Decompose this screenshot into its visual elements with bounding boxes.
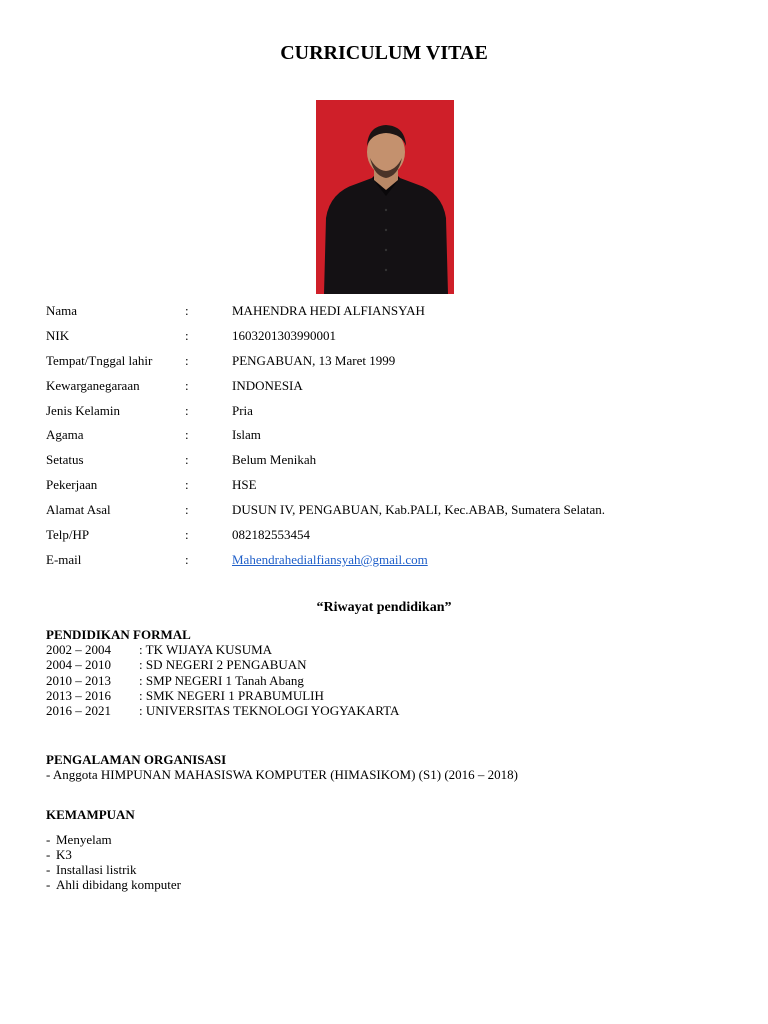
info-row-phone — [46, 525, 746, 550]
formal-education-heading: PENDIDIKAN FORMAL — [46, 627, 191, 642]
education-row — [46, 642, 273, 658]
education-row — [46, 687, 324, 703]
education-school: : TK WIJAYA KUSUMA — [139, 642, 273, 658]
info-label: Tempat/Tnggal lahir — [46, 352, 153, 368]
skill-dash: - — [46, 862, 51, 878]
person-portrait-icon — [316, 100, 454, 294]
skill-item — [46, 847, 135, 862]
profile-photo — [316, 100, 454, 294]
education-row — [46, 672, 304, 688]
education-years: 2010 – 2013 — [46, 672, 111, 688]
info-label: Kewarganegaraan — [46, 377, 140, 393]
info-value: PENGABUAN, 13 Maret 1999 — [232, 352, 396, 368]
info-value: 082182553454 — [232, 527, 310, 543]
info-label: Alamat Asal — [46, 502, 111, 518]
education-years: 2016 – 2021 — [46, 702, 111, 718]
info-colon: : — [185, 327, 189, 343]
skill-text: Menyelam — [56, 832, 112, 848]
organization-experience — [46, 752, 518, 782]
info-row-status — [46, 450, 746, 475]
info-label: NIK — [46, 327, 70, 343]
formal-education — [46, 627, 400, 718]
info-colon: : — [185, 303, 189, 318]
info-colon: : — [185, 352, 189, 368]
info-label: Setatus — [46, 452, 84, 468]
info-label: Agama — [46, 427, 84, 443]
info-value: HSE — [232, 477, 257, 493]
education-years: 2002 – 2004 — [46, 642, 111, 658]
education-school: : UNIVERSITAS TEKNOLOGI YOGYAKARTA — [139, 702, 400, 718]
organization-heading: PENGALAMAN ORGANISASI — [46, 752, 227, 767]
info-colon: : — [185, 427, 189, 443]
info-colon: : — [185, 377, 189, 393]
info-row-occupation — [46, 475, 746, 500]
info-colon: : — [185, 402, 189, 418]
info-colon: : — [185, 551, 189, 567]
education-row — [46, 657, 307, 673]
organization-item: - Anggota HIMPUNAN MAHASISWA KOMPUTER (HIMASIKOM) (S1) (2016 – 2018) — [46, 767, 518, 783]
email-link[interactable]: Mahendrahedialfiansyah@gmail.com — [232, 551, 428, 567]
info-row-gender — [46, 401, 746, 426]
info-label: Pekerjaan — [46, 477, 98, 493]
info-row-email — [46, 550, 746, 575]
info-label: Jenis Kelamin — [46, 402, 121, 418]
info-value: Islam — [232, 427, 261, 443]
education-school: : SD NEGERI 2 PENGABUAN — [139, 657, 307, 673]
skill-dash: - — [46, 847, 51, 863]
education-school: : SMP NEGERI 1 Tanah Abang — [139, 672, 304, 688]
info-row-address — [46, 500, 746, 525]
info-value: DUSUN IV, PENGABUAN, Kab.PALI, Kec.ABAB, Sumatera Selatan. — [232, 502, 606, 518]
info-row-nik — [46, 326, 746, 351]
info-row-name — [46, 301, 746, 326]
education-years: 2013 – 2016 — [46, 687, 111, 703]
skill-item — [46, 862, 135, 877]
info-value: INDONESIA — [232, 377, 303, 393]
info-row-religion — [46, 425, 746, 450]
info-label: E-mail — [46, 551, 82, 567]
info-value: Pria — [232, 402, 253, 418]
info-label: Nama — [46, 303, 78, 318]
skill-item — [46, 877, 181, 893]
education-section-title: “Riwayat pendidikan” — [316, 600, 452, 615]
info-value: Belum Menikah — [232, 452, 317, 468]
document-title: CURRICULUM VITAE — [280, 42, 488, 64]
education-school: : SMK NEGERI 1 PRABUMULIH — [139, 687, 324, 703]
skill-dash: - — [46, 877, 51, 893]
info-row-birth — [46, 351, 746, 376]
info-row-citizenship — [46, 376, 746, 401]
info-label: Telp/HP — [46, 527, 90, 543]
info-colon: : — [185, 452, 189, 468]
info-colon: : — [185, 527, 189, 543]
education-row — [46, 702, 400, 718]
info-value: 1603201303990001 — [232, 327, 336, 343]
skill-text: K3 — [56, 847, 72, 863]
skill-text: Installasi listrik — [56, 862, 137, 878]
skill-dash: - — [46, 832, 51, 848]
skills — [46, 807, 181, 893]
education-years: 2004 – 2010 — [46, 657, 111, 673]
skill-text: Ahli dibidang komputer — [56, 877, 181, 893]
info-colon: : — [185, 477, 189, 493]
skills-heading: KEMAMPUAN — [46, 807, 135, 822]
skill-item — [46, 832, 135, 847]
info-colon: : — [185, 502, 189, 518]
personal-info — [46, 301, 746, 575]
info-value: MAHENDRA HEDI ALFIANSYAH — [232, 303, 425, 318]
